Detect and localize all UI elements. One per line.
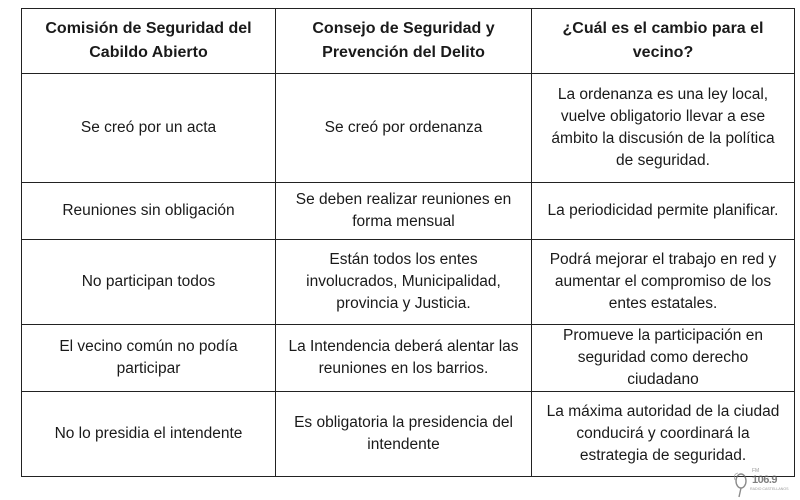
table-row	[22, 74, 795, 183]
watermark-frequency: 106.9	[752, 474, 778, 486]
watermark-tagline: RADIO CASTELLANOS	[750, 487, 789, 491]
cell-comision: El vecino común no podía participar	[22, 325, 276, 392]
document-page	[21, 8, 794, 477]
cell-cambio: Promueve la participación en seguridad como derecho ciudadano	[532, 325, 795, 392]
cell-cambio: La periodicidad permite planificar.	[532, 183, 795, 240]
header-consejo: Consejo de Seguridad y Prevención del Delito	[276, 9, 532, 74]
header-cambio: ¿Cuál es el cambio para el vecino?	[532, 9, 795, 74]
cell-comision: Se creó por un acta	[22, 74, 276, 183]
header-row	[22, 9, 795, 74]
cell-consejo: Se deben realizar reuniones en forma mensual	[276, 183, 532, 240]
cell-cambio: La máxima autoridad de la ciudad conducirá y coordinará la estrategia de seguridad.	[532, 392, 795, 477]
cell-consejo: Es obligatoria la presidencia del intendente	[276, 392, 532, 477]
comparison-table	[21, 8, 795, 477]
table-row	[22, 240, 795, 325]
table-row	[22, 183, 795, 240]
cell-cambio: Podrá mejorar el trabajo en red y aumentar el compromiso de los entes estatales.	[532, 240, 795, 325]
radio-watermark-logo	[732, 468, 794, 498]
cell-consejo: Están todos los entes involucrados, Municipalidad, provincia y Justicia.	[276, 240, 532, 325]
cell-comision: No lo presidia el intendente	[22, 392, 276, 477]
table-row	[22, 325, 795, 392]
microphone-icon	[732, 472, 752, 498]
cell-cambio: La ordenanza es una ley local, vuelve obligatorio llevar a ese ámbito la discusión de la política de seguridad.	[532, 74, 795, 183]
cell-comision: No participan todos	[22, 240, 276, 325]
table-row	[22, 392, 795, 477]
cell-consejo: Se creó por ordenanza	[276, 74, 532, 183]
cell-consejo: La Intendencia deberá alentar las reuniones en los barrios.	[276, 325, 532, 392]
header-comision: Comisión de Seguridad del Cabildo Abierto	[22, 9, 276, 74]
cell-comision: Reuniones sin obligación	[22, 183, 276, 240]
watermark-band: FM	[752, 468, 760, 474]
